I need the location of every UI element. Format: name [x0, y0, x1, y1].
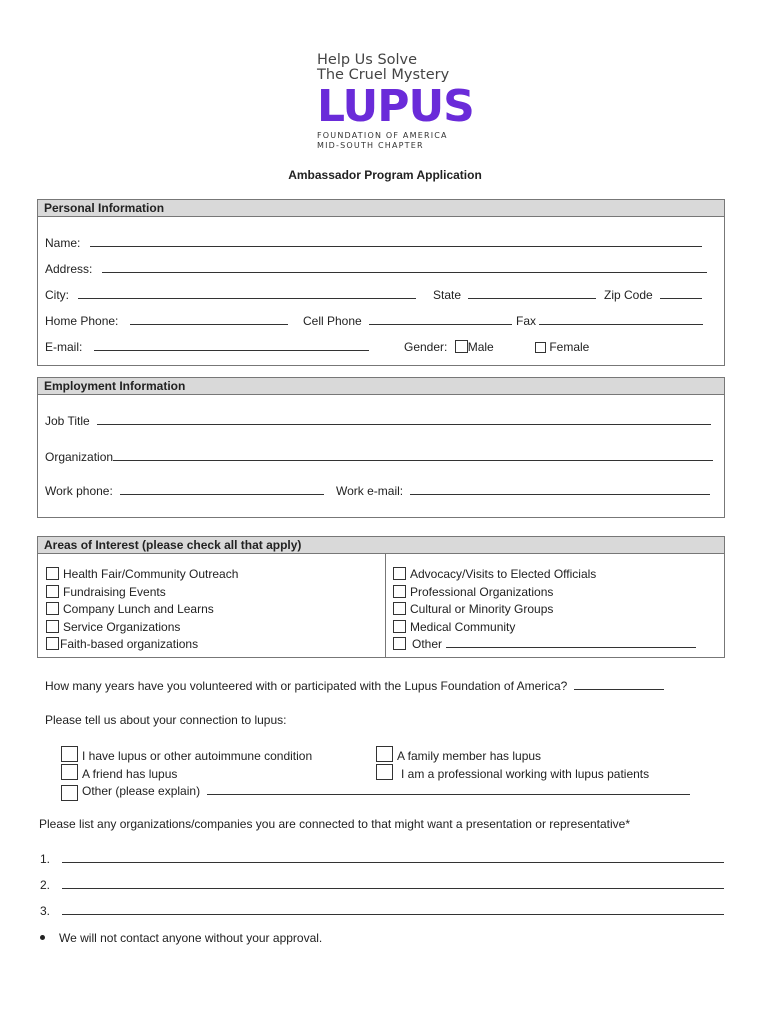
approval-note [40, 931, 322, 945]
orgs-question: Please list any organizations/companies you are connected to that might want a presentation or representative* [39, 817, 631, 831]
interest-item [46, 566, 238, 584]
interest-checkbox[interactable] [393, 637, 406, 650]
interest-item [46, 584, 238, 602]
interest-label: Professional Organizations [410, 584, 554, 599]
interest-item [393, 601, 696, 619]
logo-wordmark: LUPUS [317, 81, 474, 132]
state-label: State [433, 288, 462, 302]
work-phone-label: Work phone: [45, 484, 113, 498]
interest-label: Cultural or Minority Groups [410, 602, 554, 616]
gender-label: Gender: [404, 340, 448, 354]
conn-label-family: A family member has lupus [397, 749, 542, 763]
state-row [433, 288, 596, 302]
interest-item [393, 566, 696, 584]
interest-item [393, 619, 696, 637]
interest-checkbox[interactable] [46, 637, 59, 650]
org-number-2: 2. [40, 878, 51, 892]
conn-checkbox-lupus[interactable] [61, 746, 78, 762]
conn-checkbox-friend[interactable] [61, 764, 78, 780]
interest-checkbox[interactable] [393, 602, 406, 615]
interest-item [393, 584, 696, 602]
female-label: Female [549, 340, 590, 354]
conn-label-professional: I am a professional working with lupus patients [401, 767, 650, 781]
female-row [535, 340, 589, 354]
name-row [45, 236, 702, 250]
interest-item [46, 601, 238, 619]
work-email-label: Work e-mail: [336, 484, 404, 498]
connection-question: Please tell us about your connection to lupus: [45, 713, 287, 727]
interest-label: Medical Community [410, 619, 516, 634]
years-question: How many years have you volunteered with or participated with the Lupus Foundation of America? [45, 679, 568, 693]
interests-divider [385, 554, 386, 657]
home-phone-field[interactable] [130, 314, 288, 325]
interest-label: Advocacy/Visits to Elected Officials [410, 567, 597, 581]
interest-item [46, 636, 238, 654]
org-number-3: 3. [40, 904, 51, 918]
email-label: E-mail: [45, 340, 83, 354]
personal-info-header: Personal Information [38, 200, 724, 217]
logo-chapter: MID-SOUTH CHAPTER [317, 141, 424, 150]
address-label: Address: [45, 262, 93, 276]
home-phone-label: Home Phone: [45, 314, 119, 328]
org-row-2 [40, 878, 724, 892]
interest-label: Service Organizations [63, 619, 181, 634]
name-field[interactable] [90, 236, 702, 247]
organization-field[interactable] [113, 450, 713, 461]
interests-left-list [46, 566, 238, 654]
conn-row-4 [376, 746, 541, 763]
conn-checkbox-other[interactable] [61, 785, 78, 801]
interest-checkbox[interactable] [46, 602, 59, 615]
organization-row [45, 450, 713, 464]
fax-field[interactable] [539, 314, 703, 325]
gender-row [404, 340, 494, 354]
conn-row-5 [376, 764, 649, 781]
city-field[interactable] [78, 288, 416, 299]
conn-row-2 [61, 764, 177, 781]
address-field[interactable] [102, 262, 707, 273]
home-phone-row [45, 314, 288, 328]
male-checkbox[interactable] [455, 340, 468, 353]
city-row [45, 288, 416, 302]
fax-row [516, 314, 703, 328]
work-phone-row [45, 484, 324, 498]
interest-item [393, 636, 696, 654]
interest-other-field[interactable] [446, 637, 696, 648]
org-row-3 [40, 904, 724, 918]
interest-checkbox[interactable] [393, 585, 406, 598]
female-checkbox[interactable] [535, 342, 546, 353]
interest-label: Health Fair/Community Outreach [63, 567, 239, 581]
email-field[interactable] [94, 340, 369, 351]
organization-label: Organization [45, 450, 114, 464]
conn-label-friend: A friend has lupus [82, 767, 178, 781]
org-field-1[interactable] [62, 852, 724, 863]
cell-phone-row [303, 314, 512, 328]
interest-checkbox[interactable] [46, 567, 59, 580]
interest-label: Company Lunch and Learns [63, 602, 214, 616]
org-number-1: 1. [40, 852, 51, 866]
approval-note-text: We will not contact anyone without your approval. [59, 931, 323, 945]
conn-checkbox-professional[interactable] [376, 764, 393, 780]
cell-phone-label: Cell Phone [303, 314, 362, 328]
logo-tagline-2: The Cruel Mystery [317, 67, 450, 83]
name-label: Name: [45, 236, 81, 250]
fax-label: Fax [516, 314, 537, 328]
work-email-field[interactable] [410, 484, 710, 495]
zip-field[interactable] [660, 288, 702, 299]
conn-row-3 [61, 784, 690, 801]
job-title-row [45, 414, 711, 428]
years-field[interactable] [574, 679, 664, 690]
interest-checkbox[interactable] [393, 567, 406, 580]
interest-checkbox[interactable] [393, 620, 406, 633]
address-row [45, 262, 707, 276]
interest-checkbox[interactable] [46, 620, 59, 633]
interest-label: Faith-based organizations [60, 637, 199, 651]
conn-other-field[interactable] [207, 784, 690, 795]
logo-foundation: FOUNDATION OF AMERICA [317, 131, 448, 140]
cell-phone-field[interactable] [369, 314, 512, 325]
email-row [45, 340, 369, 354]
interest-label: Fundraising Events [63, 584, 166, 599]
conn-label-lupus: I have lupus or other autoimmune condition [82, 749, 313, 763]
logo [317, 53, 474, 151]
interest-checkbox[interactable] [46, 585, 59, 598]
interest-item [46, 619, 238, 637]
conn-checkbox-family[interactable] [376, 746, 393, 762]
zip-label: Zip Code [604, 288, 653, 302]
interests-right-list [393, 566, 696, 654]
employment-info-header: Employment Information [38, 378, 724, 395]
logo-tagline-1: Help Us Solve [317, 52, 418, 68]
job-title-field[interactable] [97, 414, 711, 425]
years-row [45, 679, 664, 693]
work-email-row [336, 484, 710, 498]
conn-row-1 [61, 746, 312, 763]
state-field[interactable] [468, 288, 596, 299]
male-label: Male [467, 340, 494, 354]
interests-header: Areas of Interest (please check all that apply) [38, 537, 724, 554]
bullet-icon [40, 935, 45, 940]
org-field-3[interactable] [62, 904, 724, 915]
work-phone-field[interactable] [120, 484, 324, 495]
conn-label-other: Other (please explain) [82, 784, 201, 798]
org-field-2[interactable] [62, 878, 724, 889]
org-row-1 [40, 852, 724, 866]
zip-row [604, 288, 702, 302]
job-title-label: Job Title [45, 414, 90, 428]
city-label: City: [45, 288, 69, 302]
page-title: Ambassador Program Application [288, 168, 482, 182]
interest-other-label: Other [412, 637, 443, 651]
